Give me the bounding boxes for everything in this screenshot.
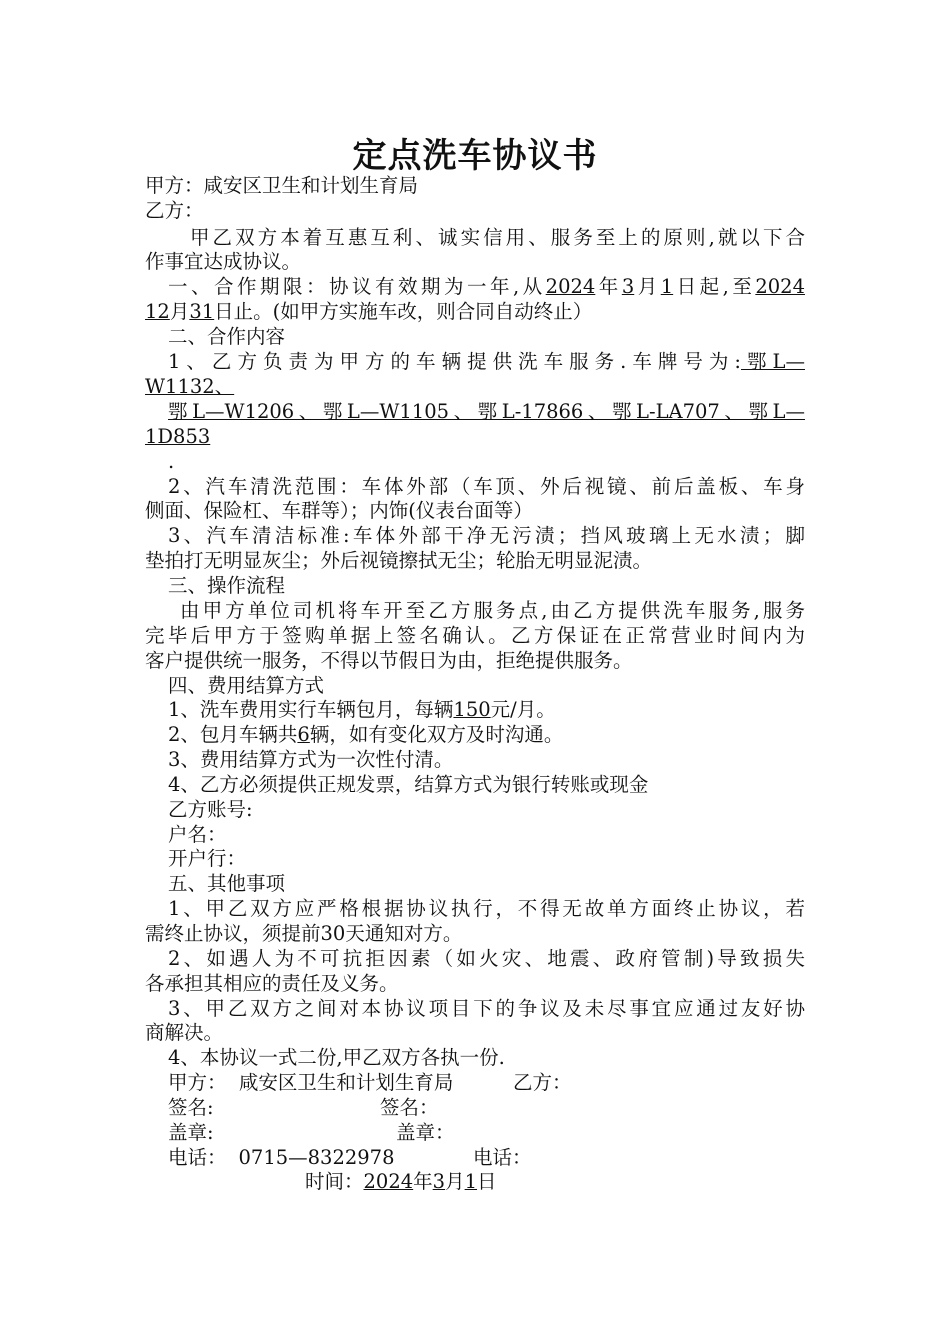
phone-a-number: 0715—8322978: [238, 1146, 395, 1169]
phone-b-label: 电话：: [473, 1146, 532, 1169]
account-number-label: 乙方账号:: [168, 798, 253, 821]
s4-item2-prefix: 2、包月车辆共: [168, 723, 298, 746]
term-mid: 日起,至: [673, 275, 756, 298]
term-prefix: 一、合作期限：协议有效期为一年,从: [168, 275, 546, 298]
s5-item3-line1: 3、甲乙双方之间对本协议项目下的争议及未尽事宜应通过友好协: [168, 997, 805, 1020]
month-char: 月: [445, 1170, 465, 1193]
s2-dot: .: [168, 450, 175, 473]
seal-a-label: 盖章:: [168, 1121, 214, 1144]
s3-line1: 由甲方单位司机将车开至乙方服务点,由乙方提供洗车服务,服务: [180, 599, 805, 622]
monthly-fee: 150: [453, 698, 491, 721]
sign-b-label: 签名：: [380, 1096, 439, 1119]
signature-party-a: 甲方： 咸安区卫生和计划生育局: [168, 1071, 454, 1094]
s4-item1-prefix: 1、洗车费用实行车辆包月，每辆: [168, 698, 454, 721]
document-title: 定点洗车协议书: [352, 136, 598, 176]
term-start-day: 1: [660, 275, 674, 298]
year-char: 年: [595, 275, 622, 298]
intro-line-1: 甲乙双方本着互惠互利、诚实信用、服务至上的原则,就以下合: [190, 226, 805, 249]
term-end-day: 31: [189, 300, 215, 323]
term-end-year: 2024: [755, 275, 805, 298]
s2-item2-line1: 2、汽车清洗范围：车体外部（车顶、外后视镜、前后盖板、车身: [168, 475, 805, 498]
month-char: 月: [169, 300, 190, 323]
seal-b-label: 盖章：: [396, 1121, 455, 1144]
s5-item1-line2: 需终止协议，须提前30天通知对方。: [145, 922, 463, 945]
section-5-heading: 五、其他事项: [168, 872, 286, 895]
section-3-heading: 三、操作流程: [168, 574, 286, 597]
s2-item3-line2: 垫拍打无明显灰尘；外后视镜擦拭无尘；轮胎无明显泥渍。: [145, 549, 653, 572]
date-day: 1: [464, 1170, 478, 1193]
party-a-line: 甲方：咸安区卫生和计划生育局: [145, 174, 419, 197]
date-line: [305, 1169, 605, 1194]
sign-a-label: 签名:: [168, 1096, 214, 1119]
s5-item2-line1: 2、如遇人为不可抗拒因素（如火灾、地震、政府管制)导致损失: [168, 947, 805, 970]
plate-first: 鄂L—: [741, 350, 805, 373]
s4-item2-suffix: 辆，如有变化双方及时沟通。: [309, 723, 564, 746]
plate-list: 鄂L—W1206、鄂L—W1105、鄂L-17866、鄂L-LA707、鄂L—: [168, 400, 805, 423]
plate-last: 1D853: [145, 425, 211, 448]
s4-item1: [168, 697, 805, 722]
s4-item1-suffix: 元/月。: [490, 698, 556, 721]
s4-item2: [168, 722, 805, 747]
section-4-heading: 四、费用结算方式: [168, 674, 325, 697]
s3-line3: 客户提供统一服务，不得以节假日为由，拒绝提供服务。: [145, 649, 633, 672]
term-start-year: 2024: [545, 275, 596, 298]
bank-label: 开户行：: [168, 847, 247, 870]
year-char: 年: [413, 1170, 433, 1193]
month-char: 月: [634, 275, 661, 298]
section-2-heading: 二、合作内容: [168, 325, 286, 348]
s2-item1-line2: [145, 374, 805, 399]
term-suffix: 日止。(如甲方实施车改，则合同自动终止）: [214, 300, 593, 323]
s2-item1-line1: [168, 349, 805, 374]
day-char: 日: [477, 1170, 497, 1193]
plate-first-rest: W1132、: [145, 375, 235, 398]
date-label: 时间：: [305, 1170, 364, 1193]
date-year: 2024: [363, 1170, 414, 1193]
s2-plates-line: [168, 399, 805, 424]
party-b-line: 乙方：: [145, 199, 204, 222]
s3-line2: 完毕后甲方于签购单据上签名确认。乙方保证在正常营业时间内为: [145, 624, 805, 647]
date-month: 3: [432, 1170, 446, 1193]
s2-item1-prefix: 1、乙方负责为甲方的车辆提供洗车服务.车牌号为:: [168, 350, 742, 373]
account-holder-label: 户名：: [168, 823, 227, 846]
s2-item3-line1: 3、汽车清洁标准:车体外部干净无污渍；挡风玻璃上无水渍；脚: [168, 524, 805, 547]
s5-item2-line2: 各承担其相应的责任及义务。: [145, 972, 399, 995]
term-start-month: 3: [621, 275, 635, 298]
s2-plate-last-line: [145, 424, 805, 449]
phone-a-label: 电话：: [168, 1146, 227, 1169]
s4-item3: 3、费用结算方式为一次性付清。: [168, 748, 454, 771]
term-end-month: 12: [145, 300, 170, 323]
s5-item1-line1: 1、甲乙双方应严格根据协议执行，不得无故单方面终止协议，若: [168, 897, 805, 920]
s2-item2-line2: 侧面、保险杠、车群等）；内饰(仪表台面等）: [145, 499, 533, 522]
vehicle-count: 6: [297, 723, 310, 746]
term-line-1: [168, 274, 805, 299]
intro-line-2: 作事宜达成协议。: [145, 250, 302, 273]
s4-item4: 4、乙方必须提供正规发票，结算方式为银行转账或现金: [168, 773, 649, 796]
s5-item3-line2: 商解决。: [145, 1021, 224, 1044]
s5-item4: 4、本协议一式二份,甲乙双方各执一份.: [168, 1046, 505, 1069]
signature-party-b: 乙方：: [513, 1071, 572, 1094]
term-line-2: [145, 299, 805, 324]
